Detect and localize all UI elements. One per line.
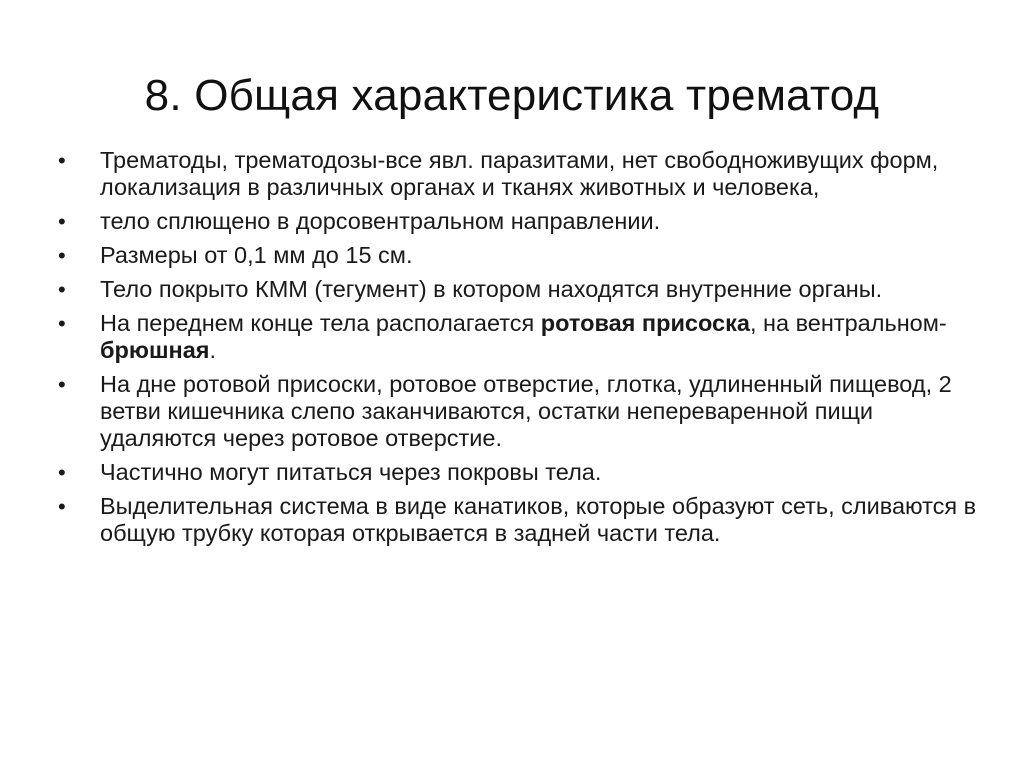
bullet-text	[100, 371, 952, 451]
bullet-text	[100, 276, 882, 302]
text-segment: Выделительная система в виде канатиков, которые образуют сеть, сливаются в общую трубку которая открывается в задней части тела.	[100, 493, 977, 546]
bullet-item	[58, 208, 988, 235]
bullet-item	[58, 276, 988, 303]
bullet-marker: •	[58, 277, 66, 302]
bullet-marker: •	[58, 311, 66, 336]
bullet-text	[100, 242, 413, 268]
bullet-item	[58, 242, 988, 269]
bullet-marker: •	[58, 148, 66, 173]
bullet-marker: •	[58, 243, 66, 268]
bullet-marker: •	[58, 372, 66, 397]
bullet-marker: •	[58, 494, 66, 519]
bullet-item	[58, 371, 988, 452]
bold-term-ventral-sucker: брюшная	[100, 337, 210, 363]
text-segment: Размеры от 0,1 мм до 15 см.	[100, 242, 413, 268]
text-segment: , на вентральном-	[749, 310, 947, 336]
text-segment: На переднем конце тела располагается	[100, 310, 541, 336]
bullet-item	[58, 310, 988, 364]
bullet-item	[58, 147, 988, 201]
text-segment: Тело покрыто КММ (тегумент) в котором находятся внутренние органы.	[100, 276, 883, 302]
text-segment: Трематоды, трематодозы-все явл. паразитами, нет свободноживущих форм, локализация в различных органах и тканях животных и человека,	[100, 147, 939, 200]
bullet-text	[100, 147, 938, 200]
bullet-marker: •	[58, 209, 66, 234]
slide-title: 8. Общая характеристика трематод	[144, 71, 880, 120]
bullet-text	[100, 208, 660, 234]
bullet-item	[58, 493, 988, 547]
bullet-text	[100, 310, 947, 363]
text-segment: На дне ротовой присоски, ротовое отверстие, глотка, удлиненный пищевод, 2 ветви кишечника слепо заканчиваются, остатки непереваренной пищи удаляются через ротовое отверстие.	[100, 371, 952, 451]
bold-term-oral-sucker: ротовая присоска	[540, 310, 750, 336]
text-segment: .	[209, 337, 217, 363]
bullet-list	[58, 147, 988, 554]
bullet-item	[58, 459, 988, 486]
text-segment: Частично могут питаться через покровы тела.	[100, 459, 602, 485]
bullet-text	[100, 459, 601, 485]
text-segment: тело сплющено в дорсовентральном направлении.	[100, 208, 661, 234]
bullet-marker: •	[58, 460, 66, 485]
bullet-text	[100, 493, 976, 546]
